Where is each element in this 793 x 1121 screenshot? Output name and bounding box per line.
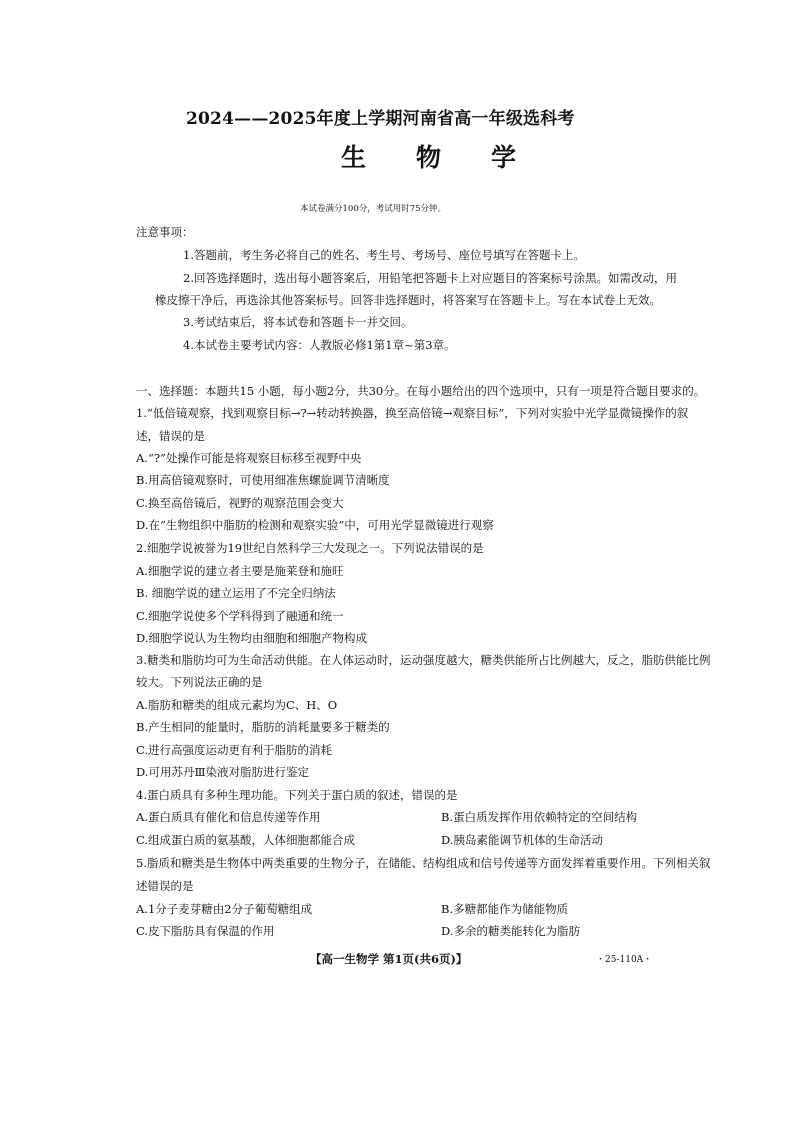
q5-option-b: B.多糖都能作为储能物质 xyxy=(441,902,569,916)
page-footer: 【高一生物学 第1页(共6页)】 xyxy=(310,952,468,966)
section-heading: 一、选择题：本题共15 小题，每小题2分，共30分。在每小题给出的四个选项中，只有一项是符合题目要求的。 xyxy=(136,384,706,398)
q1-option-c: C.换至高倍镜后，视野的观察范围会变大 xyxy=(136,496,344,510)
q1-stem-line1: 1.“低倍镜观察，找到观察目标→?→转动转换器，换至高倍镜→观察目标”，下列对实验中光学显微镜操作的叙 xyxy=(136,406,689,420)
note-item-2: 2.回答选择题时，选出每小题答案后，用铅笔把答题卡上对应题目的答案标号涂黑。如需改动，用 xyxy=(183,271,677,285)
q4-option-b: B.蛋白质发挥作用依赖特定的空间结构 xyxy=(441,810,638,824)
subject-title: 生物学 xyxy=(341,143,567,172)
q4-option-d: D.胰岛素能调节机体的生命活动 xyxy=(441,833,603,847)
q5-stem-line2: 述错误的是 xyxy=(136,879,194,893)
q3-option-d: D.可用苏丹Ⅲ染液对脂肪进行鉴定 xyxy=(136,765,310,779)
q1-stem-line2: 述，错误的是 xyxy=(136,429,205,443)
q3-option-b: B.产生相同的能量时，脂肪的消耗量要多于糖类的 xyxy=(136,720,390,734)
q2-option-c: C.细胞学说使多个学科得到了融通和统一 xyxy=(136,609,344,623)
note-item-3: 3.考试结束后，将本试卷和答题卡一并交回。 xyxy=(183,315,413,329)
q3-stem-line2: 较大。下列说法正确的是 xyxy=(136,675,263,689)
note-item-1: 1.答题前，考生务必将自己的姓名、考生号、考场号、座位号填写在答题卡上。 xyxy=(183,248,585,262)
exam-title: 2024——2025年度上学期河南省高一年级选科考 xyxy=(186,109,575,129)
q2-option-a: A.细胞学说的建立者主要是施莱登和施旺 xyxy=(136,564,344,578)
q2-option-d: D.细胞学说认为生物均由细胞和细胞产物构成 xyxy=(136,631,367,645)
q5-option-c: C.皮下脂肪具有保温的作用 xyxy=(136,924,275,938)
notes-heading: 注意事项： xyxy=(136,225,194,239)
q1-option-d: D.在“生物组织中脂肪的检测和观察实验”中，可用光学显微镜进行观察 xyxy=(136,518,494,532)
q3-option-a: A.脂肪和糖类的组成元素均为C、H、O xyxy=(136,698,338,712)
q5-option-a: A.1分子麦芽糖由2分子葡萄糖组成 xyxy=(136,902,313,916)
q1-option-a: A.“?”处操作可能是将观察目标移至视野中央 xyxy=(136,451,362,465)
q4-stem: 4.蛋白质具有多种生理功能。下列关于蛋白质的叙述，错误的是 xyxy=(136,788,458,802)
q4-option-c: C.组成蛋白质的氨基酸，人体细胞都能合成 xyxy=(136,833,356,847)
q3-option-c: C.进行高强度运动更有利于脂肪的消耗 xyxy=(136,743,333,757)
q3-stem-line1: 3.糖类和脂肪均可为生命活动供能。在人体运动时，运动强度越大，糖类供能所占比例越大，反之，脂肪供能比例 xyxy=(136,653,711,667)
q2-stem: 2.细胞学说被誉为19世纪自然科学三大发现之一。下列说法错误的是 xyxy=(136,541,484,555)
page-code: ・25-110A・ xyxy=(596,955,653,965)
q5-stem-line1: 5.脂质和糖类是生物体中两类重要的生物分子，在储能、结构组成和信号传递等方面发挥着重要作用。下列相关叙 xyxy=(136,856,711,870)
exam-info: 本试卷满分100分，考试用时75分钟。 xyxy=(300,204,447,214)
q1-option-b: B.用高倍镜观察时，可使用细准焦螺旋调节清晰度 xyxy=(136,473,390,487)
note-item-2-cont: 橡皮擦干净后，再选涂其他答案标号。回答非选择题时，将答案写在答题卡上。写在本试卷上无效。 xyxy=(155,293,661,307)
q4-option-a: A.蛋白质具有催化和信息传递等作用 xyxy=(136,810,321,824)
q2-option-b: B. 细胞学说的建立运用了不完全归纳法 xyxy=(136,586,336,600)
note-item-4: 4.本试卷主要考试内容：人教版必修1第1章~第3章。 xyxy=(183,338,456,352)
q5-option-d: D.多余的糖类能转化为脂肪 xyxy=(441,924,580,938)
